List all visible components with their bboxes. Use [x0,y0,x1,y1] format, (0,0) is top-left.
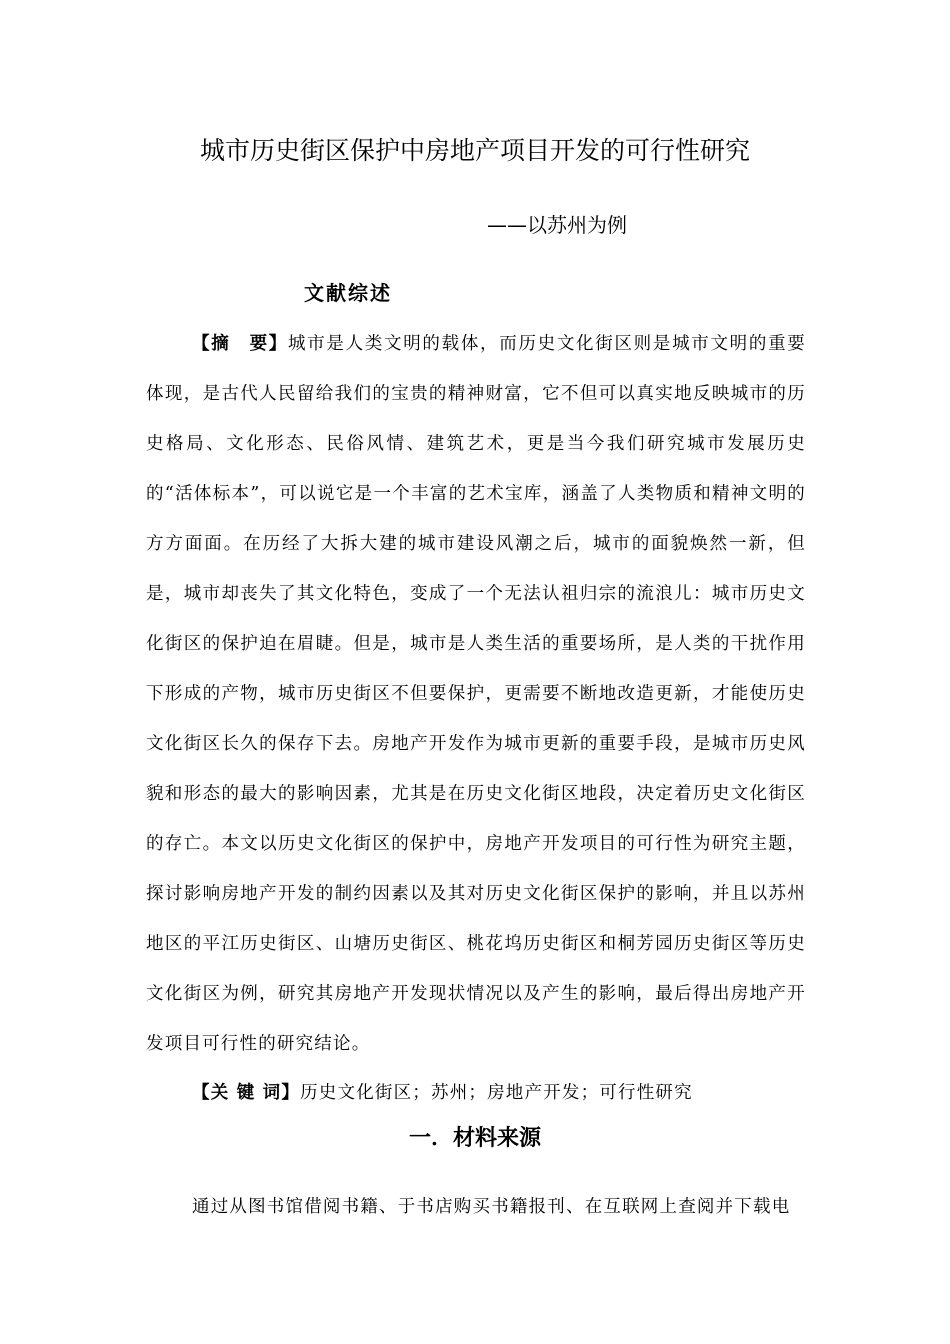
keywords-label: 【关 键 词】 [192,1083,301,1103]
section-one-paragraph: 通过从图书馆借阅书籍、于书店购买书籍报刊、在互联网上查阅并下载电 [192,1197,791,1217]
abstract-label: 【摘 要】 [192,334,289,354]
document-title: 城市历史街区保护中房地产项目开发的可行性研究 [199,136,750,165]
keywords-text: 历史文化街区；苏州；房地产开发；可行性研究 [300,1083,693,1103]
keywords-paragraph [146,1068,806,1118]
document-subtitle: ——以苏州为例 [487,213,627,237]
abstract-text: 城市是人类文明的载体，而历史文化街区则是城市文明的重要体现，是古代人民留给我们的宝贵的精神财富，它不但可以真实地反映城市的历史格局、文化形态、民俗风情、建筑艺术，更是当今我们研究城市发展历史的“活体标本”，可以说它是一个丰富的艺术宝库，涵盖了人类物质和精神文明的方方面面。在历经了大拆大建的城市建设风潮之后，城市的面貌焕然一新，但是，城市却丧失了其文化特色，变成了一个无法认祖归宗的流浪儿：城市历史文化街区的保护迫在眉睫。但是，城市是人类生活的重要场所，是人类的干扰作用下形成的产物，城市历史街区不但要保护，更需要不断地改造更新，才能使历史文化街区长久的保存下去。房地产开发作为城市更新的重要手段，是城市历史风貌和形态的最大的影响因素，尤其是在历史文化街区地段，决定着历史文化街区的存亡。本文以历史文化街区的保护中，房地产开发项目的可行性为研究主题，探讨影响房地产开发的制约因素以及其对历史文化街区保护的影响，并且以苏州地区的平江历史街区、山塘历史街区、桃花坞历史街区和桐芳园历史街区等历史文化街区为例，研究其房地产开发现状情况以及产生的影响，最后得出房地产开发项目可行性的研究结论。 [146,334,806,1054]
section-one-heading: 一．材料来源 [408,1126,541,1151]
abstract-paragraph [146,319,806,1069]
literature-review-heading: 文献综述 [304,281,392,305]
